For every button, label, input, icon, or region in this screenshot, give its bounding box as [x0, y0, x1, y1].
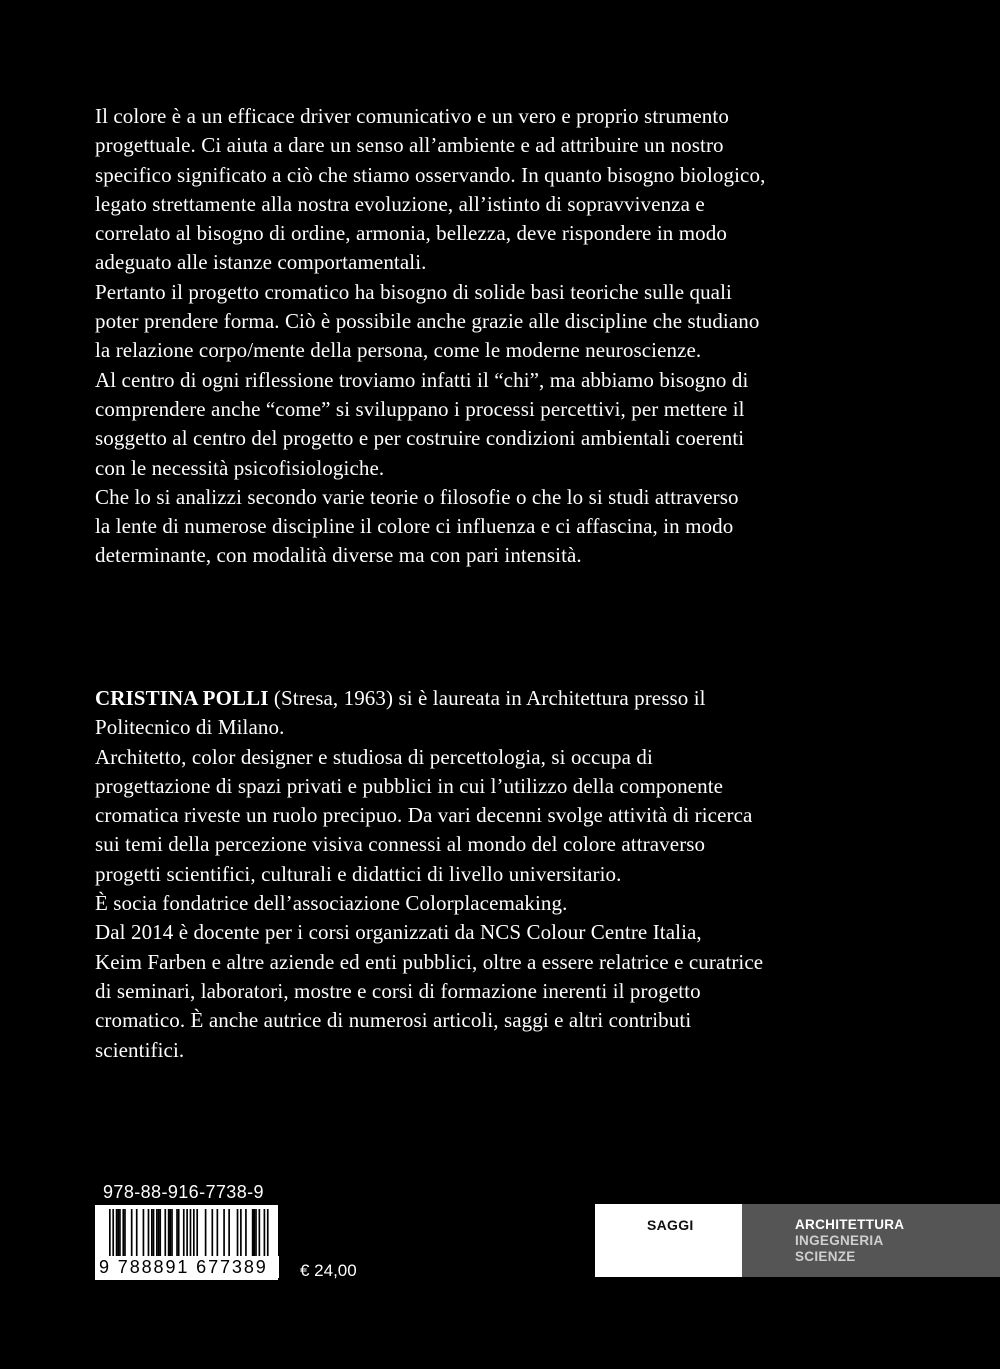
- author-bio-line: scientifici.: [95, 1037, 185, 1062]
- barcode-bar: [253, 1209, 255, 1257]
- barcode-bar: [223, 1209, 225, 1257]
- barcode-bar: [151, 1209, 153, 1257]
- author-bio-line: cromatico. È anche autrice di numerosi articoli, saggi e altri contributi: [95, 1008, 692, 1033]
- barcode-bar: [196, 1209, 198, 1257]
- barcode-bar: [193, 1209, 195, 1257]
- barcode-bar: [124, 1209, 126, 1257]
- series-label: SAGGI: [647, 1217, 694, 1233]
- author-bio-line: Architetto, color designer e studiosa di percettologia, si occupa di: [95, 744, 653, 769]
- barcode-bar: [171, 1209, 173, 1257]
- author-bio-line: di seminari, laboratori, mostre e corsi di formazione inerenti il progetto: [95, 978, 701, 1003]
- synopsis-line: specifico significato a ciò che stiamo osservando. In quanto bisogno biologico,: [95, 162, 766, 187]
- author-bio: [95, 684, 925, 1065]
- price: € 24,00: [300, 1261, 357, 1280]
- barcode-bar: [228, 1209, 230, 1257]
- series-category-architettura: ARCHITETTURA: [795, 1217, 905, 1232]
- author-bio-line: Politecnico di Milano.: [95, 715, 285, 740]
- barcode-bar: [237, 1209, 239, 1257]
- barcode-bar: [119, 1209, 121, 1257]
- author-name: CRISTINA POLLI: [95, 686, 269, 710]
- barcode-bar: [205, 1209, 207, 1257]
- author-bio-line: progettazione di spazi privati e pubblici in cui l’utilizzo della componente: [95, 773, 724, 798]
- author-bio-line: cromatica riveste un ruolo precipuo. Da vari decenni svolge attività di ricerca: [95, 803, 753, 828]
- synopsis-text: [95, 102, 925, 571]
- author-bio-line: progetti scientifici, culturali e didattici di livello universitario.: [95, 861, 622, 886]
- series-categories: [795, 1217, 904, 1265]
- barcode-bar: [153, 1209, 155, 1257]
- barcode-bar: [116, 1209, 118, 1257]
- isbn-text: 978-88-916-7738-9: [103, 1182, 264, 1202]
- series-categories-panel: [742, 1204, 1000, 1277]
- series-category-scienze: SCIENZE: [795, 1249, 856, 1264]
- synopsis-line: legato strettamente alla nostra evoluzione, all’istinto di sopravvivenza e: [95, 191, 705, 216]
- barcode-bar: [259, 1209, 261, 1257]
- author-bio-line: È socia fondatrice dell’associazione Colorplacemaking.: [95, 891, 568, 916]
- author-bio-first-line-rest: (Stresa, 1963) si è laureata in Architettura presso il: [268, 686, 706, 710]
- synopsis-line: adeguato alle istanze comportamentali.: [95, 250, 427, 275]
- barcode-bar: [148, 1209, 150, 1257]
- synopsis-line: la relazione corpo/mente della persona, come le moderne neuroscienze.: [95, 338, 702, 363]
- barcode-bar: [131, 1209, 133, 1257]
- barcode-bar: [164, 1209, 166, 1257]
- synopsis-line: determinante, con modalità diverse ma con pari intensità.: [95, 543, 582, 568]
- synopsis-line: Il colore è a un efficace driver comunicativo e un vero e proprio strumento: [95, 104, 729, 128]
- barcode-bar: [255, 1209, 257, 1257]
- barcode-bar: [136, 1209, 138, 1257]
- barcode-bar: [143, 1209, 145, 1257]
- barcode: [95, 1205, 278, 1280]
- barcode-bar: [122, 1209, 124, 1257]
- author-bio-line: Dal 2014 è docente per i corsi organizzati da NCS Colour Centre Italia,: [95, 920, 702, 945]
- synopsis-line: progettuale. Ci aiuta a dare un senso all’ambiente e ad attribuire un nostro: [95, 133, 724, 158]
- series-category-ingegneria: INGEGNERIA: [795, 1233, 884, 1248]
- barcode-digits: 9 788891 677389: [97, 1256, 279, 1278]
- author-bio-first-line: [95, 684, 925, 713]
- barcode-bar: [159, 1209, 161, 1257]
- barcode-bar: [156, 1209, 158, 1257]
- author-bio-line: Keim Farben e altre aziende ed enti pubblici, oltre a essere relatrice e curatrice: [95, 949, 764, 974]
- synopsis-line: Pertanto il progetto cromatico ha bisogno di solide basi teoriche sulle quali: [95, 279, 732, 304]
- series-label-panel: [595, 1204, 742, 1277]
- barcode-bar: [211, 1209, 213, 1257]
- synopsis-line: la lente di numerose discipline il colore ci influenza e ci affascina, in modo: [95, 514, 734, 539]
- synopsis-line: comprendere anche “come” si sviluppano i processi percettivi, per mettere il: [95, 396, 745, 421]
- barcode-bar: [183, 1209, 185, 1257]
- synopsis-line: soggetto al centro del progetto e per costruire condizioni ambientali coerenti: [95, 426, 745, 451]
- barcode-bar: [245, 1209, 247, 1257]
- synopsis-line: poter prendere forma. Ciò è possibile anche grazie alle discipline che studiano: [95, 309, 760, 334]
- barcode-bar: [168, 1209, 170, 1257]
- barcode-bar: [178, 1209, 180, 1257]
- series-box: [595, 1204, 1000, 1277]
- synopsis-line: correlato al bisogno di ordine, armonia, bellezza, deve rispondere in modo: [95, 221, 727, 246]
- barcode-bar: [176, 1209, 178, 1257]
- synopsis-line: Al centro di ogni riflessione troviamo infatti il “chi”, ma abbiamo bisogno di: [95, 367, 749, 392]
- barcode-bar: [158, 1209, 160, 1257]
- barcode-bar: [252, 1209, 254, 1257]
- synopsis-line: Che lo si analizzi secondo varie teorie o filosofie o che lo si studi attraverso: [95, 484, 739, 509]
- synopsis-line: con le necessità psicofisiologiche.: [95, 455, 385, 480]
- barcode-bar: [217, 1209, 219, 1257]
- author-bio-line: sui temi della percezione visiva connessi al mondo del colore attraverso: [95, 832, 706, 857]
- barcode-bar: [169, 1209, 171, 1257]
- barcode-bar: [240, 1209, 242, 1257]
- barcode-bar: [117, 1209, 119, 1257]
